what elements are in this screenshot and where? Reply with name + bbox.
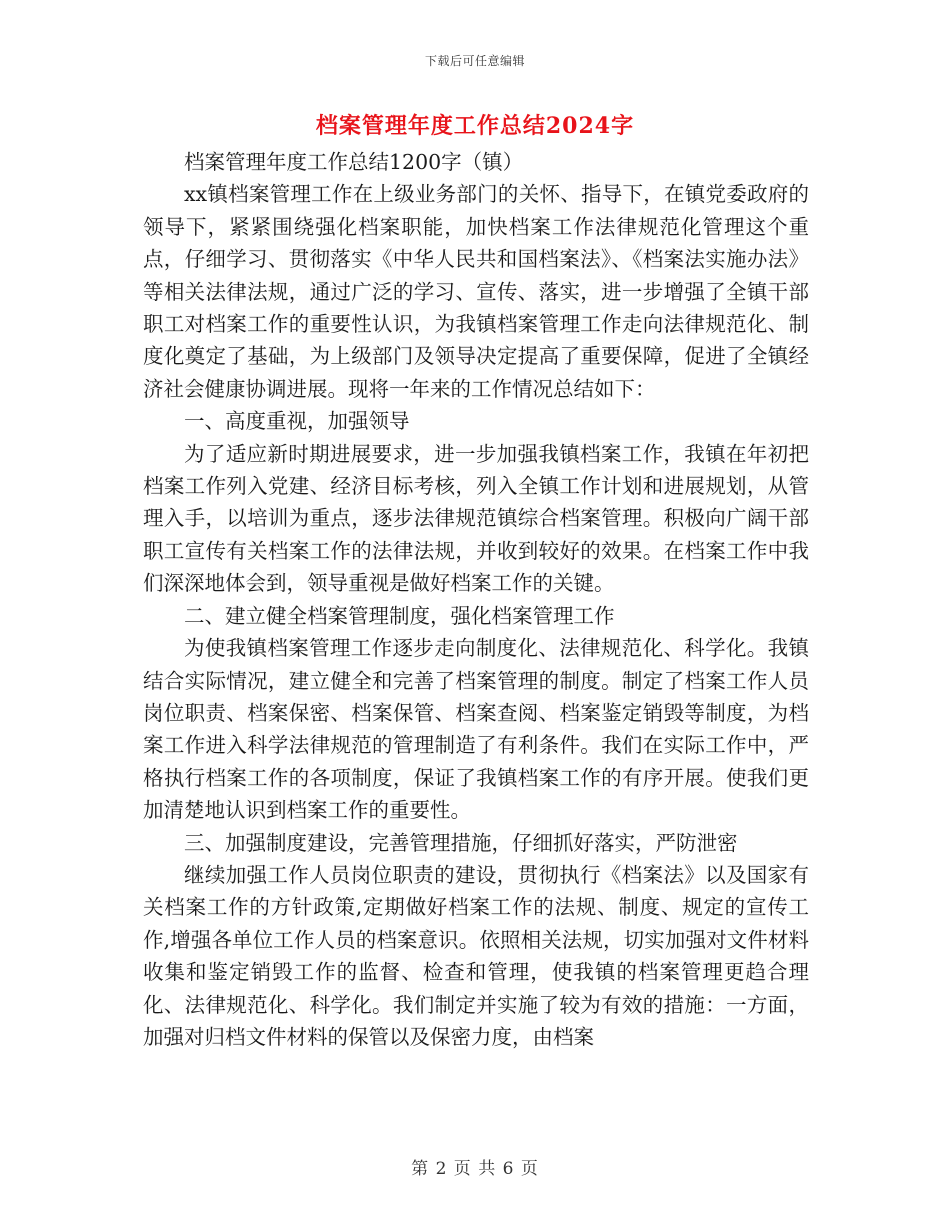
section-paragraph-1: 为了适应新时期进展要求，进一步加强我镇档案工作，我镇在年初把档案工作列入党建、经济目标考核，列入全镇工作计划和进展规划，从管理入手，以培训为重点，逐步法律规范镇综合档案管理。积极向广阔干部职工宣传有关档案工作的法律法规，并收到较好的效果。在档案工作中我们深深地体会到，领导重视是做好档案工作的关键。 [143,441,809,596]
section-heading-3: 三、加强制度建设，完善管理措施，仔细抓好落实，严防泄密 [184,830,738,855]
section-paragraph-2: 为使我镇档案管理工作逐步走向制度化、法律规范化、科学化。我镇结合实际情况，建立健全和完善了档案管理的制度。制定了档案工作人员岗位职责、档案保密、档案保管、档案查阅、档案鉴定销毁等制度，为档案工作进入科学法律规范的管理制造了有利条件。我们在实际工作中，严格执行档案工作的各项制度，保证了我镇档案工作的有序开展。使我们更加清楚地认识到档案工作的重要性。 [143,636,809,823]
document-title: 档案管理年度工作总结2024字 [315,113,635,139]
section-heading-1: 一、高度重视，加强领导 [184,409,410,434]
section-paragraph-3: 继续加强工作人员岗位职责的建设，贯彻执行《档案法》以及国家有关档案工作的方针政策,定期做好档案工作的法规、制度、规定的宣传工作,增强各单位工作人员的档案意识。依照相关法规，切实加强对文件材料收集和鉴定销毁工作的监督、检查和管理，使我镇的档案管理更趋合理化、法律规范化、科学化。我们制定并实施了较为有效的措施：一方面，加强对归档文件材料的保管以及保密力度，由档案 [143,862,809,1049]
intro-paragraph: xx镇档案管理工作在上级业务部门的关怀、指导下，在镇党委政府的领导下，紧紧围绕强化档案职能，加快档案工作法律规范化管理这个重点，仔细学习、贯彻落实《中华人民共和国档案法》、《档案法实施办法》等相关法律法规，通过广泛的学习、宣传、落实，进一步增强了全镇干部职工对档案工作的重要性认识，为我镇档案管理工作走向法律规范化、制度化奠定了基础，为上级部门及领导决定提高了重要保障，促进了全镇经济社会健康协调进展。现将一年来的工作情况总结如下： [143,182,809,401]
page-number-footer: 第 2 页 共 6 页 [411,1159,539,1179]
page-header-note: 下载后可任意编辑 [424,54,525,68]
subtitle-paragraph: 档案管理年度工作总结1200字（镇） [184,150,524,174]
section-heading-2: 二、建立健全档案管理制度，强化档案管理工作 [184,603,615,628]
document-body [143,146,809,1053]
